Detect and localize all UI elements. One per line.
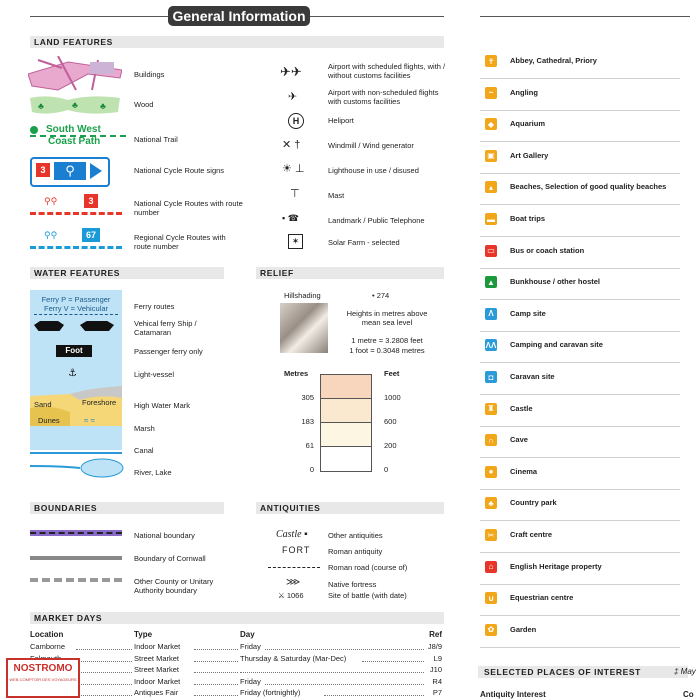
place-icon: ▭ [485, 245, 497, 257]
antiquity-other: Other antiquities [328, 531, 383, 540]
place-icon: ✝ [485, 55, 497, 67]
place-item [480, 458, 680, 490]
place-label: Cave [510, 435, 528, 445]
nostromo-logo: NOSTROMO WEB COMPTOIR DES VOYAGEURS [6, 658, 80, 698]
metres-tick: 61 [305, 441, 314, 450]
water-item-marsh: Marsh [134, 424, 155, 433]
conversion-metre: 1 metre = 3.2808 feet [351, 336, 423, 345]
place-item [480, 616, 680, 648]
symbol-airport-scheduled: Airport with scheduled flights, with / without customs facilities [328, 62, 446, 80]
national-trail-sign [30, 124, 126, 152]
page-title: General Information [168, 6, 310, 26]
place-icon: ▣ [485, 150, 497, 162]
symbol-windmill: Windmill / Wind generator [328, 141, 414, 150]
cornwall-boundary-symbol [30, 556, 122, 560]
place-item [480, 110, 680, 142]
place-label: Aquarium [510, 119, 546, 129]
wood-symbol [28, 94, 122, 116]
selected-places-heading: SELECTED PLACES OF INTEREST [484, 667, 641, 677]
place-item [480, 584, 680, 616]
symbol-mast: Mast [328, 191, 345, 200]
symbol-landmark: Landmark / Public Telephone [328, 216, 425, 225]
table-row: Street Market Thursday & Saturday (Mar-Dec) L9 [30, 653, 442, 665]
place-label: Angling [510, 87, 538, 97]
table-header: Location Type Day Ref [30, 630, 442, 639]
land-item-buildings: Buildings [134, 70, 165, 79]
selected-places-note: ‡ May [674, 667, 696, 676]
selected-places-right-col: Co [683, 690, 694, 699]
metres-tick: 183 [301, 417, 314, 426]
place-label: Bus or coach station [510, 245, 585, 255]
metres-tick: 305 [301, 393, 314, 402]
place-label: Camp site [510, 308, 546, 318]
svg-text:♣: ♣ [38, 101, 44, 111]
arrow-right-icon [90, 163, 102, 179]
trail-sign-line1: South West [46, 124, 101, 135]
relief-band-600 [320, 398, 372, 423]
place-icon: ● [485, 466, 497, 478]
table-row: Indoor Market Friday R4 [30, 676, 442, 688]
place-label: English Heritage property [510, 561, 602, 571]
symbol-heliport: Heliport [328, 116, 354, 125]
place-icon: ▴ [485, 181, 497, 193]
foreshore-label: Foreshore [82, 398, 117, 407]
symbol-solar-farm: Solar Farm - selected [328, 238, 400, 247]
buildings-symbol [28, 56, 122, 92]
river-lake-symbol [30, 458, 124, 480]
water-features-symbols [30, 290, 122, 450]
place-item [480, 79, 680, 111]
place-item [480, 173, 680, 205]
place-icon: ▬ [487, 214, 495, 224]
feet-tick: 600 [384, 417, 397, 426]
market-days-table [30, 629, 442, 699]
conversion-foot: 1 foot = 0.3048 metres [349, 346, 425, 355]
place-icon: ⌂ [485, 561, 497, 573]
water-item-ferry-routes: Ferry routes [134, 302, 175, 311]
national-cycle-route-symbol [30, 194, 122, 218]
ferry-key-line2: Ferry V = Vehicular [44, 304, 108, 313]
place-item [480, 300, 680, 332]
telephone-icon: ▪ ☎ [282, 213, 299, 223]
hillshading-label: Hillshading [284, 291, 321, 300]
windmill-icon: ✕ † [282, 139, 301, 151]
trail-sign-line2: Coast Path [48, 136, 101, 147]
place-icon: ♣ [485, 497, 497, 509]
ferry-key-line1: Ferry P = Passenger [41, 295, 111, 304]
land-item-national-trail: National Trail [134, 135, 178, 144]
metres-label: Metres [284, 369, 309, 378]
land-item-national-cycle-routes: National Cycle Routes with route number [134, 199, 243, 217]
boundary-national: National boundary [134, 531, 195, 540]
heliport-icon: H [288, 113, 304, 129]
table-row: Camborne Indoor Market Friday J8/9 [30, 642, 442, 651]
feet-tick: 0 [384, 465, 389, 474]
land-item-wood: Wood [134, 100, 154, 109]
mast-icon: ⊤ [290, 188, 300, 200]
water-item-light-vessel: Light-vessel [134, 370, 175, 379]
relief-band-200 [320, 422, 372, 447]
place-item [480, 268, 680, 300]
places-of-interest-list [480, 47, 680, 647]
water-item-passenger-ferry: Passenger ferry only [134, 347, 203, 356]
place-item [480, 521, 680, 553]
place-label: Beaches, Selection of good quality beaches [510, 182, 667, 192]
place-label: Art Gallery [510, 150, 549, 160]
place-label: Country park [510, 498, 557, 508]
marsh-icon: ≈ ≈ [84, 416, 96, 425]
market-days-heading: MARKET DAYS [30, 612, 444, 624]
place-item [480, 331, 680, 363]
regional-route-number: 67 [82, 228, 100, 242]
airfield-icon: ✈ [288, 91, 298, 103]
place-item [480, 237, 680, 269]
cycle-route-sign [30, 157, 110, 187]
national-route-number: 3 [84, 194, 98, 208]
water-item-river-lake: River, Lake [134, 468, 172, 477]
place-icon: ▲ [485, 276, 497, 288]
regional-cycle-route-symbol [30, 228, 122, 252]
place-label: Equestrian centre [510, 593, 574, 603]
heights-note: Heights in metres above mean sea level [346, 309, 428, 327]
antiquity-roman: Roman antiquity [328, 547, 383, 556]
place-item [480, 142, 680, 174]
place-item [480, 205, 680, 237]
place-label: Camping and caravan site [510, 340, 603, 350]
svg-text:♣: ♣ [72, 100, 78, 110]
place-label: Cinema [510, 466, 538, 476]
selected-places-bar [478, 666, 696, 678]
solar-farm-icon: ✶ [288, 234, 303, 249]
metres-tick: 0 [309, 465, 314, 474]
bicycle-icon: ⚲⚲ [44, 196, 58, 206]
relief-heading: RELIEF [256, 267, 444, 279]
bicycle-icon: ⚲⚲ [44, 230, 58, 240]
place-item [480, 426, 680, 458]
water-item-canal: Canal [134, 446, 154, 455]
land-item-cycle-signs: National Cycle Route signs [134, 166, 225, 175]
table-row: Street Market J10 [30, 664, 442, 676]
place-icon: ♜ [485, 403, 497, 415]
place-label: Garden [510, 624, 537, 634]
boundary-cornwall: Boundary of Cornwall [134, 554, 206, 563]
antiquity-roman-road: Roman road (course of) [328, 563, 408, 572]
place-icon: Λ [485, 308, 497, 320]
vehicle-ferry-icon [34, 321, 64, 331]
place-item [480, 395, 680, 427]
place-label: Bunkhouse / other hostel [510, 277, 601, 287]
place-icon: ~ [485, 87, 497, 99]
battle-sample: ⚔ 1066 [278, 591, 304, 600]
place-item [480, 363, 680, 395]
selected-places-column-header: Antiquity Interest [480, 690, 546, 699]
place-item [480, 489, 680, 521]
symbol-lighthouse: Lighthouse in use / disused [328, 166, 419, 175]
light-vessel-icon: ⚓ [68, 368, 77, 379]
land-features-heading: LAND FEATURES [30, 36, 444, 48]
fort-sample: FORT [282, 545, 311, 555]
relief-band-0 [320, 446, 372, 472]
place-label: Abbey, Cathedral, Priory [510, 56, 597, 65]
feet-tick: 1000 [384, 393, 401, 402]
bicycle-icon: ⚲ [54, 162, 86, 180]
place-label: Craft centre [510, 530, 553, 539]
sand-label: Sand [34, 400, 52, 409]
place-icon: ✿ [485, 624, 497, 636]
airport-icon: ✈✈ [280, 64, 302, 79]
land-item-regional-cycle-routes: Regional Cycle Routes with route number [134, 233, 226, 251]
place-icon: ∩ [485, 434, 497, 446]
roman-road-symbol [268, 567, 320, 568]
place-icon: ΛΛ [485, 340, 497, 350]
castle-sample: Castle ▪ [276, 529, 308, 540]
canal-symbol [30, 452, 122, 454]
national-boundary-symbol [30, 530, 122, 536]
antiquities-heading: ANTIQUITIES [256, 502, 444, 514]
feet-tick: 200 [384, 441, 397, 450]
place-icon: ✂ [485, 529, 497, 541]
boundary-county: Other County or Unitary Authority boundary [134, 577, 214, 595]
spot-height: • 274 [372, 291, 390, 300]
feet-label: Feet [384, 369, 400, 378]
county-boundary-symbol [30, 578, 122, 582]
catamaran-icon [80, 321, 114, 331]
water-item-vehicle-ferry: Vehical ferry Ship / Catamaran [134, 319, 197, 337]
antiquity-battle: Site of battle (with date) [328, 591, 407, 600]
relief-colour-scale [296, 374, 406, 478]
svg-text:♣: ♣ [100, 101, 106, 111]
right-title-rule [480, 16, 690, 17]
place-label: Castle [510, 403, 533, 413]
water-item-high-water-mark: High Water Mark [134, 401, 190, 410]
table-row: Antiques Fair Friday (fortnightly) P7 [30, 687, 442, 699]
native-fortress-icon: ⋙ [286, 577, 301, 588]
relief-band-1000 [320, 374, 372, 399]
place-label: Caravan site [510, 372, 555, 381]
foot-ferry-sign: Foot [56, 345, 92, 357]
antiquity-native-fortress: Native fortress [328, 580, 377, 589]
place-label: Boat trips [510, 214, 546, 223]
place-item [480, 553, 680, 585]
boundaries-heading: BOUNDARIES [30, 502, 224, 514]
symbol-airport-non-scheduled: Airport with non-scheduled flights with customs facilities [328, 88, 439, 106]
water-features-heading: WATER FEATURES [30, 267, 224, 279]
place-item [480, 47, 680, 79]
dunes-label: Dunes [38, 416, 60, 425]
place-icon: ∪ [485, 592, 497, 604]
place-icon: ◘ [485, 371, 497, 383]
place-icon: ◆ [485, 118, 497, 130]
lighthouse-icon: ☀ ⊥ [282, 163, 305, 175]
hillshading-swatch [280, 303, 328, 353]
cycle-sign-number: 3 [36, 163, 50, 177]
